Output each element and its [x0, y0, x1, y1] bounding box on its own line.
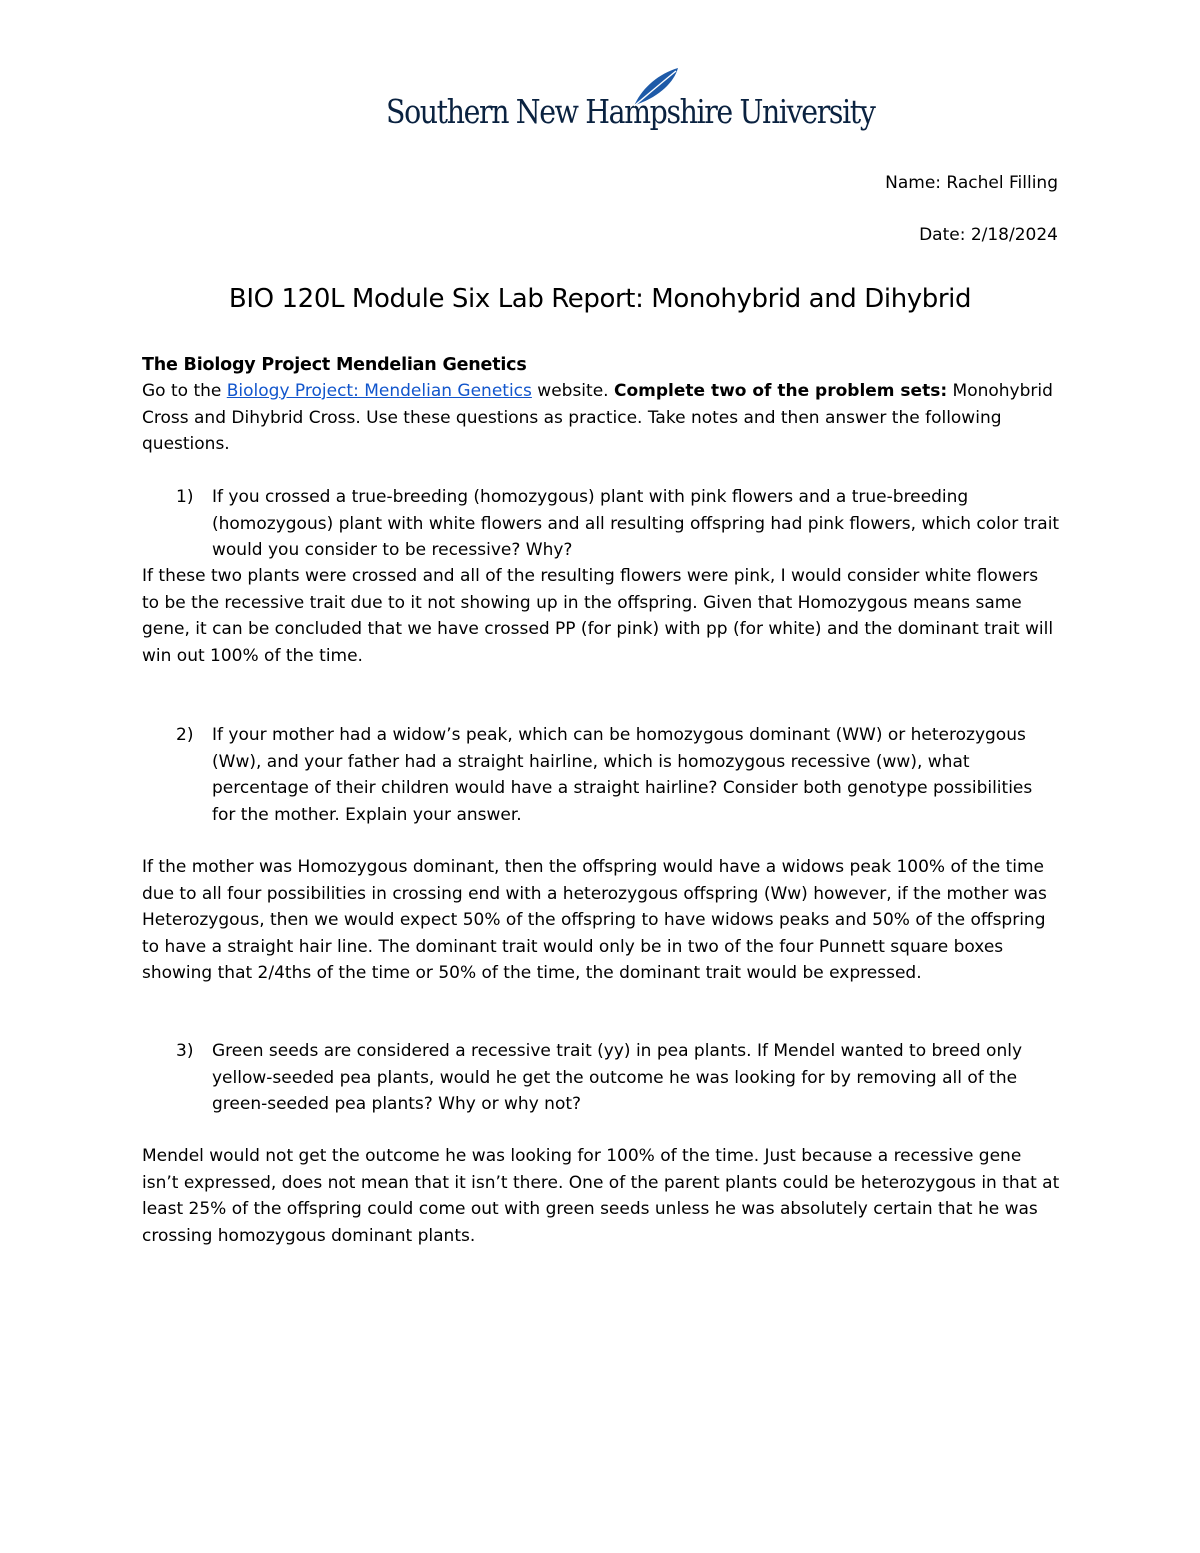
biology-project-link[interactable]: Biology Project: Mendelian Genetics — [226, 381, 532, 401]
page-title: BIO 120L Module Six Lab Report: Monohybrid and Dihybrid — [228, 284, 972, 314]
answer-2: If the mother was Homozygous dominant, then the offspring would have a widows peak 100% of the time due to all four possibilities in crossing end with a heterozygous offspring (Ww) however, if the mother was Heterozygous, then we would expect 50% of the offspring to have widows peaks and 50% of the offspring to have a straight hair line. The dominant trait would only be in two of the four Punnett square boxes showing that 2/4ths of the time or 50% of the time, the dominant trait would be expressed. — [142, 857, 1047, 983]
leaf-icon — [628, 66, 680, 110]
question-text: If your mother had a widow’s peak, which can be homozygous dominant (WW) or heterozygous (Ww), and your father had a straight hairline, which is homozygous recessive (ww), what percentage of their children would have a straight hairline? Consider both genotype possibilities for the mother. Explain your answer. — [212, 725, 1033, 825]
answer-3: Mendel would not get the outcome he was looking for 100% of the time. Just because a recessive gene isn’t expressed, does not mean that it isn’t there. One of the parent plants could be heterozygous in that at least 25% of the offspring could come out with green seeds unless he was absolutely certain that he was crossing homozygous dominant plants. — [142, 1146, 1060, 1246]
student-name: Name: Rachel Filling — [885, 173, 1058, 193]
intro-rest: Monohybrid Cross and Dihybrid Cross. Use these questions as practice. Take notes and then answer the following questions. — [142, 381, 1053, 454]
question-3 — [142, 1038, 1060, 1118]
intro-paragraph — [142, 378, 1060, 458]
intro-prefix: Go to the — [142, 381, 227, 401]
question-number: 1) — [176, 487, 194, 507]
university-logo — [386, 66, 875, 142]
question-2 — [142, 722, 1060, 828]
question-1 — [142, 484, 1060, 564]
answer-1: If these two plants were crossed and all of the resulting flowers were pink, I would consider white flowers to be the recessive trait due to it not showing up in the offspring. Given that Homozygous means same gene, it can be concluded that we have crossed PP (for pink) with pp (for white) and the dominant trait will win out 100% of the time. — [142, 566, 1054, 666]
question-text: Green seeds are considered a recessive trait (yy) in pea plants. If Mendel wanted to breed only yellow-seeded pea plants, would he get the outcome he was looking for by removing all of the green-seeded pea plants? Why or why not? — [212, 1041, 1022, 1114]
university-wordmark: Southern New Hampshire University — [386, 92, 875, 131]
question-text: If you crossed a true-breeding (homozygous) plant with pink flowers and a true-breeding (homozygous) plant with white flowers and all resulting offspring had pink flowers, which color trait would you consider to be recessive? Why? — [212, 487, 1060, 560]
section-heading: The Biology Project Mendelian Genetics — [142, 355, 527, 375]
question-number: 3) — [176, 1041, 194, 1061]
intro-mid: website. — [531, 381, 614, 401]
intro-bold: Complete two of the problem sets: — [613, 381, 948, 401]
question-number: 2) — [176, 725, 194, 745]
report-date: Date: 2/18/2024 — [919, 225, 1058, 245]
